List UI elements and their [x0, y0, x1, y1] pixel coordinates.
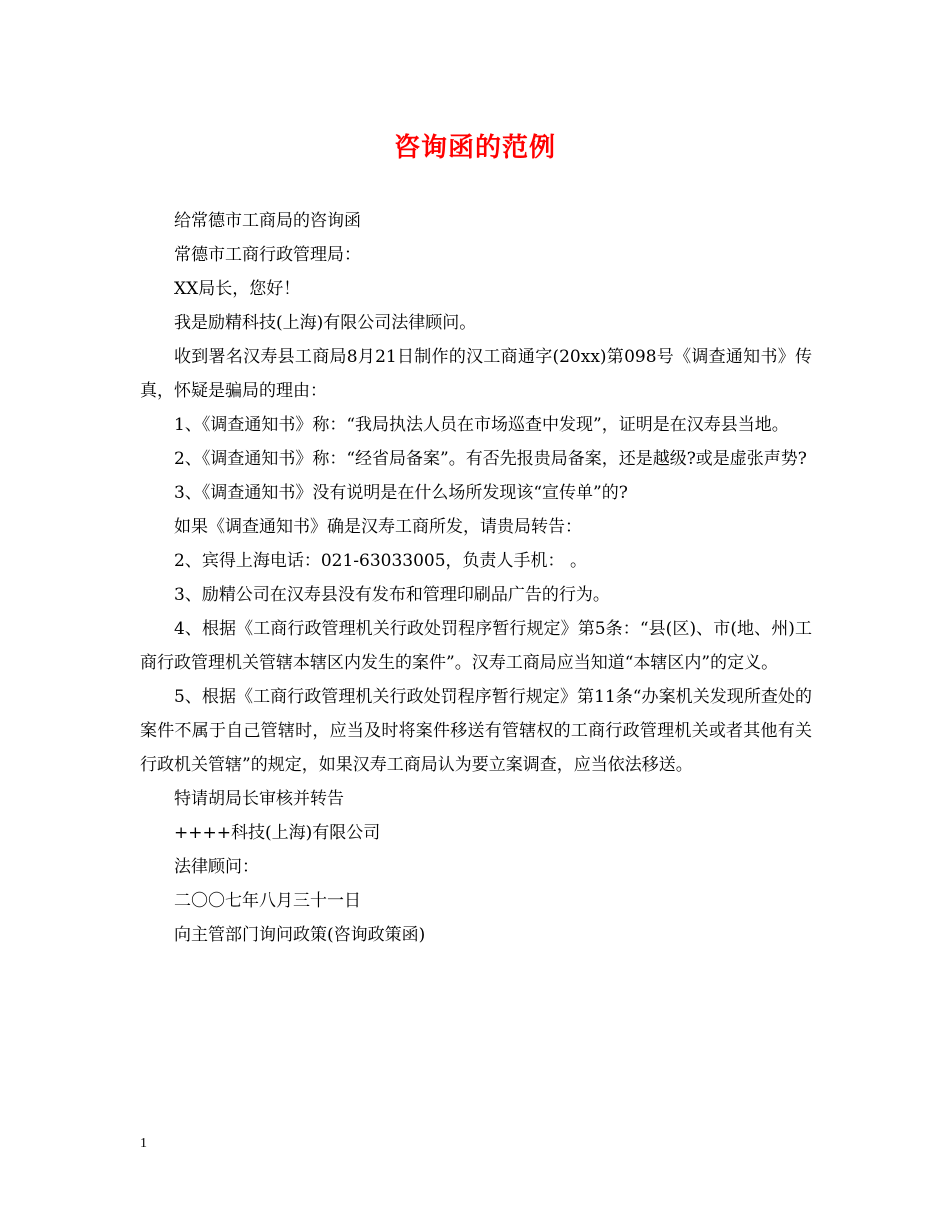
paragraph-reason-intro: 收到署名汉寿县工商局8月21日制作的汉工商通字(20xx)第098号《调查通知书》传真，怀疑是骗局的理由：	[140, 347, 812, 401]
paragraph-recipient-heading: 给常德市工商局的咨询函	[174, 211, 361, 231]
page-number: 1	[140, 1136, 147, 1151]
paragraph-introduction: 我是励精科技(上海)有限公司法律顾问。	[174, 313, 477, 333]
paragraph-request-4: 4、根据《工商行政管理机关行政处罚程序暂行规定》第5条：“县(区)、市(地、州)工商行政管理机关管辖本辖区内发生的案件”。汉寿工商局应当知道“本辖区内”的定义。	[140, 619, 812, 673]
paragraph-reason-3: 3、《调查通知书》没有说明是在什么场所发现该“宣传单”的?	[174, 483, 628, 503]
paragraph-company-signature: ++++科技(上海)有限公司	[174, 823, 381, 843]
paragraph-closing: 特请胡局长审核并转告	[174, 789, 344, 809]
paragraph-greeting: XX局长，您好！	[174, 279, 301, 299]
paragraph-addressee: 常德市工商行政管理局：	[174, 245, 361, 265]
document-title: 咨询函的范例	[393, 133, 556, 163]
paragraph-request-5: 5、根据《工商行政管理机关行政处罚程序暂行规定》第11条“办案机关发现所查处的案件不属于自己管辖时，应当及时将案件移送有管辖权的工商行政管理机关或者其他有关行政机关管辖”的规定，如果汉寿工商局认为要立案调查，应当依法移送。	[140, 687, 812, 775]
paragraph-reason-1: 1、《调查通知书》称：“我局执法人员在市场巡查中发现”，证明是在汉寿县当地。	[174, 415, 789, 435]
document-body	[140, 204, 812, 952]
paragraph-request-3: 3、励精公司在汉寿县没有发布和管理印刷品广告的行为。	[174, 585, 610, 605]
paragraph-reason-2: 2、《调查通知书》称：“经省局备案”。有否先报贵局备案，还是越级?或是虚张声势?	[174, 449, 807, 469]
paragraph-request-2: 2、宾得上海电话：021-63033005，负责人手机： 。	[174, 551, 587, 571]
paragraph-request-intro: 如果《调查通知书》确是汉寿工商所发，请贵局转告：	[174, 517, 582, 537]
paragraph-next-heading: 向主管部门询问政策(咨询政策函)	[174, 925, 426, 945]
paragraph-date: 二〇〇七年八月三十一日	[174, 891, 361, 911]
paragraph-legal-counsel: 法律顾问：	[174, 857, 259, 877]
